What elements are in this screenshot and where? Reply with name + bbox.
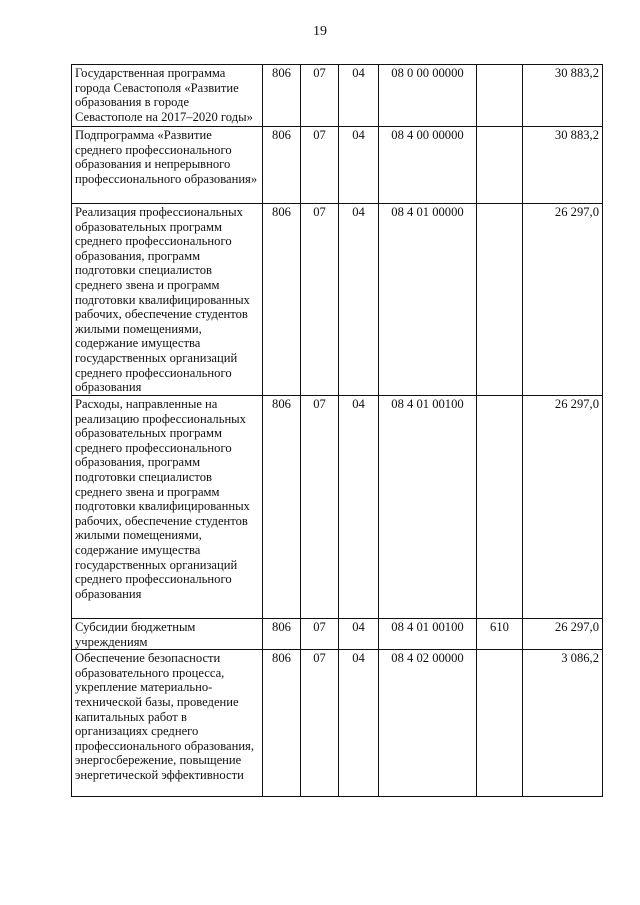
row-name: Субсидии бюджетным учреждениям bbox=[72, 619, 263, 650]
cell-sum: 26 297,0 bbox=[523, 396, 603, 619]
cell-pr: 04 bbox=[339, 619, 379, 650]
cell-pr: 04 bbox=[339, 396, 379, 619]
row-name: Реализация профессиональных образовательных программ среднего профессионального образования, программ подготовки специалистов среднего звена и программ подготовки квалифицированных рабочих, обеспечение студентов жилыми помещениями, содержание имущества государственных организаций среднего профессионального образования bbox=[72, 204, 263, 396]
cell-vr bbox=[477, 396, 523, 619]
row-name: Обеспечение безопасности образовательного процесса, укрепление материально-технической базы, проведение капитальных работ в организациях среднего профессионального образования, энергосбережение, повыщение энергетической эффективности bbox=[72, 650, 263, 797]
cell-ved: 806 bbox=[263, 650, 301, 797]
table-row bbox=[72, 396, 603, 619]
cell-pr: 04 bbox=[339, 65, 379, 127]
table-row bbox=[72, 127, 603, 204]
cell-csr: 08 4 00 00000 bbox=[379, 127, 477, 204]
cell-sum: 3 086,2 bbox=[523, 650, 603, 797]
cell-pr: 04 bbox=[339, 127, 379, 204]
row-name: Расходы, направленные на реализацию профессиональных образовательных программ среднего профессионального образования, программ подготовки специалистов среднего звена и программ подготовки квалифицированных рабочих, обеспечение студентов жилыми помещениями, содержание имущества государственных организаций среднего профессионального образования bbox=[72, 396, 263, 619]
cell-rz: 07 bbox=[301, 65, 339, 127]
cell-csr: 08 4 02 00000 bbox=[379, 650, 477, 797]
budget-table bbox=[71, 64, 603, 797]
cell-ved: 806 bbox=[263, 396, 301, 619]
cell-ved: 806 bbox=[263, 127, 301, 204]
cell-pr: 04 bbox=[339, 204, 379, 396]
cell-pr: 04 bbox=[339, 650, 379, 797]
cell-rz: 07 bbox=[301, 650, 339, 797]
cell-ved: 806 bbox=[263, 619, 301, 650]
cell-csr: 08 4 01 00000 bbox=[379, 204, 477, 396]
row-name: Государственная программа города Севастополя «Развитие образования в городе Севастополе на 2017–2020 годы» bbox=[72, 65, 263, 127]
cell-sum: 30 883,2 bbox=[523, 65, 603, 127]
cell-vr: 610 bbox=[477, 619, 523, 650]
cell-ved: 806 bbox=[263, 204, 301, 396]
table-row bbox=[72, 204, 603, 396]
cell-rz: 07 bbox=[301, 619, 339, 650]
page-number: 19 bbox=[313, 24, 327, 39]
table-row bbox=[72, 619, 603, 650]
cell-csr: 08 4 01 00100 bbox=[379, 619, 477, 650]
cell-rz: 07 bbox=[301, 127, 339, 204]
table-row bbox=[72, 650, 603, 797]
cell-csr: 08 0 00 00000 bbox=[379, 65, 477, 127]
cell-sum: 26 297,0 bbox=[523, 619, 603, 650]
cell-vr bbox=[477, 204, 523, 396]
cell-ved: 806 bbox=[263, 65, 301, 127]
cell-rz: 07 bbox=[301, 204, 339, 396]
cell-rz: 07 bbox=[301, 396, 339, 619]
cell-vr bbox=[477, 65, 523, 127]
cell-sum: 30 883,2 bbox=[523, 127, 603, 204]
cell-vr bbox=[477, 127, 523, 204]
cell-csr: 08 4 01 00100 bbox=[379, 396, 477, 619]
cell-vr bbox=[477, 650, 523, 797]
row-name: Подпрограмма «Развитие среднего профессионального образования и непрерывного профессионального образования» bbox=[72, 127, 263, 204]
table-row bbox=[72, 65, 603, 127]
cell-sum: 26 297,0 bbox=[523, 204, 603, 396]
